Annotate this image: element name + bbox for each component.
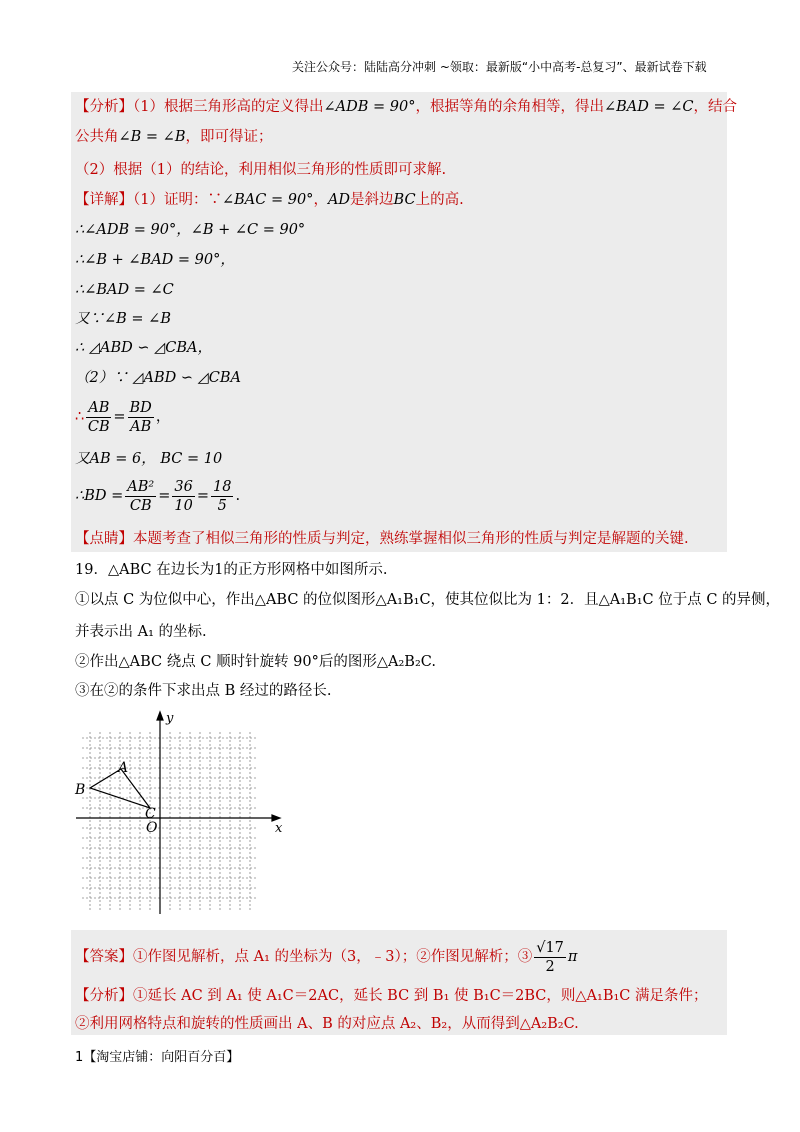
label-o: O xyxy=(146,820,158,836)
proof-step-9 xyxy=(75,476,240,516)
label-a: A xyxy=(118,760,129,776)
fraction-denominator: AB xyxy=(130,418,152,435)
fraction-numerator: BD xyxy=(129,399,152,416)
proof-step-8: 又AB = 6， BC = 10 xyxy=(75,451,223,467)
math-expr: ∴BD = xyxy=(75,488,124,504)
math-expr: AD xyxy=(327,192,351,208)
analysis-text: ，根据等角的余角相等，得出 xyxy=(415,99,604,115)
problem-19-q1a: ①以点 C 为位似中心，作出△ABC 的位似图形△A₁B₁C，使其位似比为 1：2．且△A₁B₁C 位于点 C 的异侧， xyxy=(75,592,781,608)
fraction-denominator: 10 xyxy=(174,497,193,514)
fraction-denominator: CB xyxy=(87,418,110,435)
analysis-line-3: （2）根据（1）的结论，利用相似三角形的性质即可求解. xyxy=(75,162,447,178)
equals-sign: = xyxy=(113,409,126,425)
label-x: x xyxy=(275,821,283,836)
fraction xyxy=(128,399,154,436)
fraction-denominator: CB xyxy=(129,497,152,514)
answer-text: ①作图见解析，点 A₁ 的坐标为（3，﹣3）；②作图见解析；③ xyxy=(133,949,533,965)
proof-step-1: ∴∠ADB = 90°，∠B + ∠C = 90° xyxy=(75,222,306,238)
detail-line-1 xyxy=(75,190,464,210)
fraction-denominator: 2 xyxy=(545,958,555,975)
comment-text: 本题考查了相似三角形的性质与判定，熟练掌握相似三角形的性质与判定是解题的关键. xyxy=(133,531,689,547)
detail-text: ， xyxy=(313,192,328,208)
page-footer: 1【淘宝店铺：向阳百分百】 xyxy=(75,1050,240,1065)
fraction-denominator: 5 xyxy=(217,497,227,514)
coordinate-grid-figure xyxy=(70,708,290,918)
analysis-text: ，即可得证； xyxy=(185,129,273,145)
math-expr: BC xyxy=(393,192,416,208)
math-expr: ∠ADB = 90° xyxy=(323,99,416,115)
proof-step-4: 又∵∠B = ∠B xyxy=(75,311,171,327)
analysis-text: ①延长 AC 到 A₁ 使 A₁C＝2AC，延长 BC 到 B₁ 使 B₁C＝2BC，则△A₁B₁C 满足条件； xyxy=(133,988,708,1004)
proof-step-5: ∴ ◿ABD ∽ ◿CBA， xyxy=(75,340,212,356)
punctuation: ， xyxy=(155,409,171,425)
page-header: 关注公众号：陆陆高分冲刺 ~领取：最新版“小中高考-总复习”、最新试卷下载 xyxy=(292,60,707,74)
fraction xyxy=(172,478,194,515)
axes xyxy=(76,712,280,914)
label-c: C xyxy=(145,806,156,822)
analysis-line-2 xyxy=(75,127,272,147)
problem-19-q2: ②作出△ABC 绕点 C 顺时针旋转 90°后的图形△A₂B₂C. xyxy=(75,654,436,670)
detail-text: （1）证明：∵ xyxy=(133,192,222,208)
detail-text: 是斜边 xyxy=(350,192,394,208)
answer-analysis-1 xyxy=(75,986,708,1006)
fraction xyxy=(86,399,111,436)
problem-19-q3: ③在②的条件下求出点 B 经过的路径长. xyxy=(75,683,332,699)
math-expr: ∠BAC = 90° xyxy=(221,192,314,208)
analysis-text: ，结合 xyxy=(693,99,737,115)
detail-text: 上的高. xyxy=(415,192,464,208)
analysis-text: 公共角 xyxy=(75,129,119,145)
analysis-line-1 xyxy=(75,97,737,117)
fraction xyxy=(534,939,566,976)
y-axis-arrow xyxy=(157,712,163,720)
analysis-tag: 【分析】 xyxy=(75,988,133,1004)
fraction xyxy=(211,478,233,515)
answer-line xyxy=(75,937,577,977)
fraction-numerator: AB xyxy=(88,399,110,416)
grid-lines xyxy=(82,732,256,910)
label-b: B xyxy=(75,782,86,798)
fraction-numerator: √17 xyxy=(536,939,564,956)
problem-19-title: 19．△ABC 在边长为1的正方形网格中如图所示. xyxy=(75,562,388,578)
comment-line xyxy=(75,529,689,549)
fraction-numerator: 36 xyxy=(174,478,193,495)
therefore-symbol: ∴ xyxy=(75,409,85,425)
proof-step-2: ∴∠B + ∠BAD = 90°， xyxy=(75,252,235,268)
answer-analysis-2: ②利用网格特点和旋转的性质画出 A、B 的对应点 A₂、B₂，从而得到△A₂B₂C. xyxy=(75,1016,579,1032)
analysis-text: （1）根据三角形高的定义得出 xyxy=(133,99,324,115)
punctuation: . xyxy=(235,488,241,504)
detail-tag: 【详解】 xyxy=(75,192,133,208)
label-y: y xyxy=(166,711,174,726)
problem-19-q1b: 并表示出 A₁ 的坐标. xyxy=(75,624,207,640)
equals-sign: = xyxy=(196,488,209,504)
proof-step-3: ∴∠BAD = ∠C xyxy=(75,282,174,298)
equals-sign: = xyxy=(158,488,171,504)
answer-tag: 【答案】 xyxy=(75,949,133,965)
math-expr: ∠B = ∠B xyxy=(118,129,186,145)
proof-step-6: （2）∵ ◿ABD ∽ ◿CBA xyxy=(75,370,241,386)
fraction xyxy=(125,478,156,515)
analysis-tag: 【分析】 xyxy=(75,99,133,115)
comment-tag: 【点睛】 xyxy=(75,531,133,547)
math-expr: ∠BAD = ∠C xyxy=(603,99,694,115)
fraction-numerator: AB² xyxy=(127,478,155,495)
pi-symbol: π xyxy=(567,949,578,965)
proof-step-7 xyxy=(75,397,170,437)
fraction-numerator: 18 xyxy=(212,478,232,495)
